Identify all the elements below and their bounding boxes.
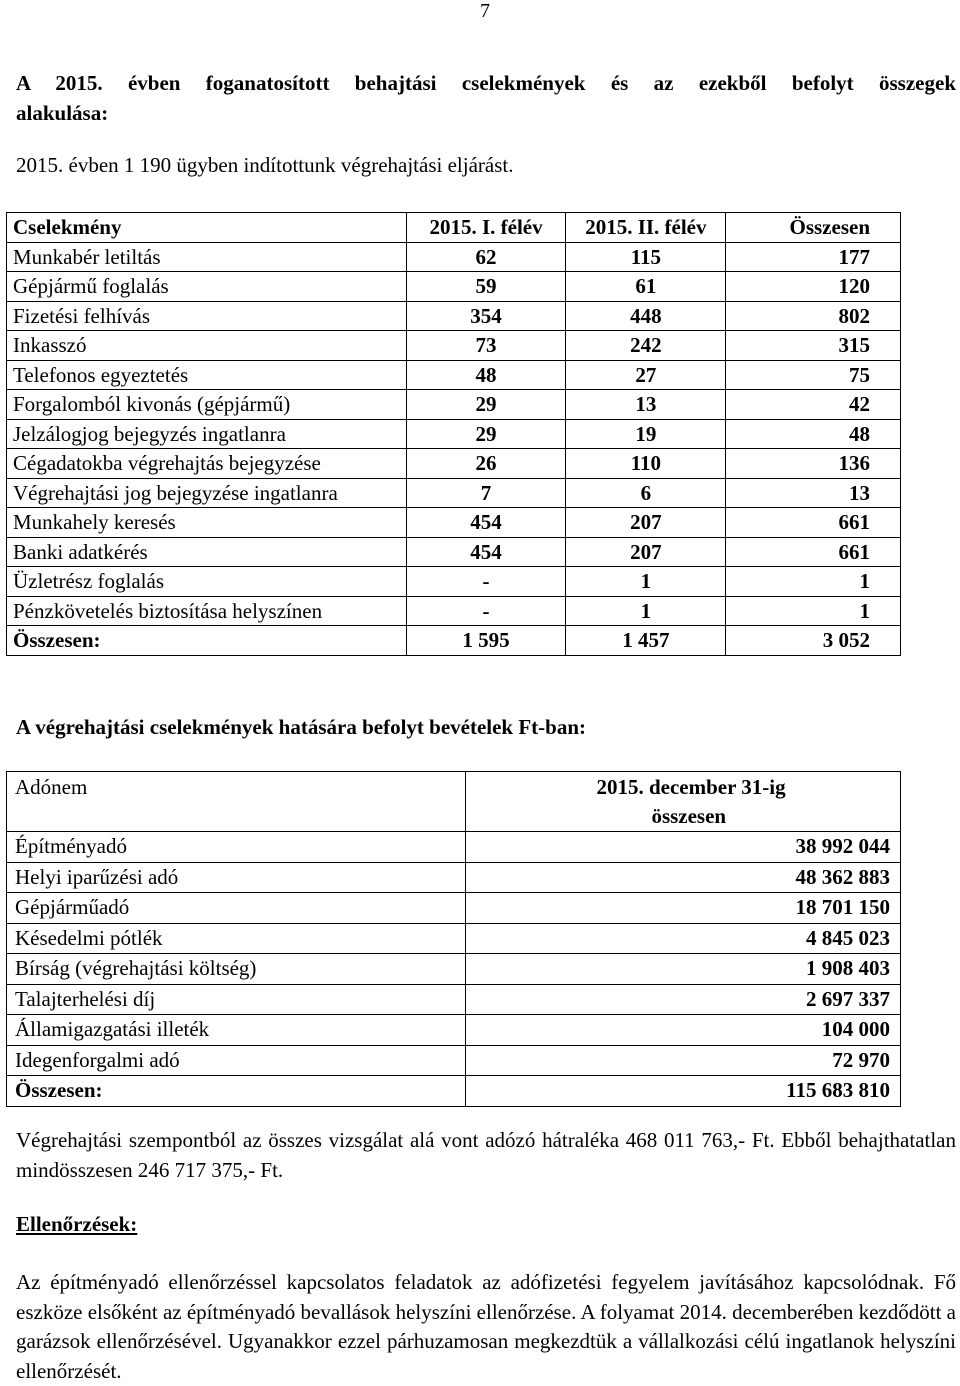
tax-amount-cell: 38 992 044: [466, 832, 901, 863]
action-value-cell: 1: [566, 567, 726, 597]
action-name-cell: Pénzkövetelés biztosítása helyszínen: [7, 596, 407, 626]
table-row: [7, 449, 901, 479]
action-value-cell: 6: [566, 478, 726, 508]
action-value-cell: 1: [726, 596, 901, 626]
total-value-cell: 3 052: [726, 626, 901, 656]
table-row: [7, 390, 901, 420]
revenue-header-row: [7, 772, 901, 832]
action-value-cell: 315: [726, 331, 901, 361]
section-heading: [16, 68, 956, 128]
action-value-cell: 115: [566, 242, 726, 272]
action-value-cell: 62: [406, 242, 566, 272]
intro-text: 2015. évben 1 190 ügyben indítottunk végrehajtási eljárást.: [16, 153, 514, 177]
action-value-cell: 354: [406, 301, 566, 331]
revenue-table-body: [7, 772, 901, 1107]
table-row: [7, 1045, 901, 1076]
table-row: [7, 360, 901, 390]
table-row: [7, 596, 901, 626]
action-value-cell: 42: [726, 390, 901, 420]
table-row: [7, 1015, 901, 1046]
action-value-cell: 120: [726, 272, 901, 302]
action-value-cell: 26: [406, 449, 566, 479]
revenue-header-label: Adónem: [7, 772, 466, 832]
tax-amount-cell: 4 845 023: [466, 923, 901, 954]
revenue-table: [6, 771, 901, 1107]
action-value-cell: 48: [406, 360, 566, 390]
table-row: [7, 537, 901, 567]
actions-header-cell: Összesen: [726, 213, 901, 243]
action-value-cell: 661: [726, 537, 901, 567]
action-value-cell: 7: [406, 478, 566, 508]
action-name-cell: Cégadatokba végrehajtás bejegyzése: [7, 449, 407, 479]
table-row: [7, 272, 901, 302]
revenue-total-row: [7, 1076, 901, 1107]
actions-header-cell: Cselekmény: [7, 213, 407, 243]
action-value-cell: 29: [406, 390, 566, 420]
total-value-cell: 1 595: [406, 626, 566, 656]
tax-amount-cell: 18 701 150: [466, 893, 901, 924]
action-value-cell: 75: [726, 360, 901, 390]
action-value-cell: 1: [566, 596, 726, 626]
page-number: 7: [480, 0, 490, 22]
action-name-cell: Fizetési felhívás: [7, 301, 407, 331]
actions-header-cell: 2015. I. félév: [406, 213, 566, 243]
revenue-total-label: Összesen:: [7, 1076, 466, 1107]
tax-amount-cell: 104 000: [466, 1015, 901, 1046]
action-value-cell: 13: [726, 478, 901, 508]
action-value-cell: 661: [726, 508, 901, 538]
checks-heading: Ellenőrzések:: [16, 1212, 138, 1236]
section-heading-line2: alakulása:: [16, 101, 109, 125]
revenue-title: A végrehajtási cselekmények hatására befolyt bevételek Ft-ban:: [16, 715, 587, 739]
action-value-cell: 19: [566, 419, 726, 449]
action-name-cell: Üzletrész foglalás: [7, 567, 407, 597]
action-name-cell: Végrehajtási jog bejegyzése ingatlanra: [7, 478, 407, 508]
tax-type-cell: Építményadó: [7, 832, 466, 863]
revenue-header-value: [466, 772, 901, 832]
action-value-cell: 1: [726, 567, 901, 597]
action-name-cell: Jelzálogjog bejegyzés ingatlanra: [7, 419, 407, 449]
actions-table: [6, 212, 901, 656]
tax-amount-cell: 72 970: [466, 1045, 901, 1076]
checks-paragraph: Az építményadó ellenőrzéssel kapcsolatos feladatok az adófizetési fegyelem javításához kapcsolódnak. Fő eszköze elsőként az építményadó bevallások helyszíni ellenőrzése. A folyamat 2014. decemberében kezdődött a garázsok ellenőrzésével. Ugyanakkor ezzel párhuzamosan megkezdtük a vállalkozási célú ingatlanok helyszíni ellenőrzését.: [16, 1270, 956, 1383]
action-value-cell: 454: [406, 508, 566, 538]
table-row: [7, 478, 901, 508]
action-value-cell: 136: [726, 449, 901, 479]
action-value-cell: 207: [566, 537, 726, 567]
tax-type-cell: Helyi iparűzési adó: [7, 862, 466, 893]
revenue-header-value-line2: összesen: [651, 804, 727, 828]
action-value-cell: 48: [726, 419, 901, 449]
table-row: [7, 508, 901, 538]
action-value-cell: 207: [566, 508, 726, 538]
table-row: [7, 331, 901, 361]
action-value-cell: 29: [406, 419, 566, 449]
action-name-cell: Gépjármű foglalás: [7, 272, 407, 302]
tax-type-cell: Gépjárműadó: [7, 893, 466, 924]
action-value-cell: 454: [406, 537, 566, 567]
tax-type-cell: Talajterhelési díj: [7, 984, 466, 1015]
tax-amount-cell: 1 908 403: [466, 954, 901, 985]
table-row: [7, 832, 901, 863]
table-row: [7, 984, 901, 1015]
action-value-cell: 177: [726, 242, 901, 272]
tax-amount-cell: 2 697 337: [466, 984, 901, 1015]
action-name-cell: Banki adatkérés: [7, 537, 407, 567]
action-name-cell: Forgalomból kivonás (gépjármű): [7, 390, 407, 420]
table-row: [7, 567, 901, 597]
tax-type-cell: Államigazgatási illeték: [7, 1015, 466, 1046]
action-value-cell: 242: [566, 331, 726, 361]
table-row: [7, 242, 901, 272]
tax-amount-cell: 48 362 883: [466, 862, 901, 893]
action-value-cell: -: [406, 567, 566, 597]
action-name-cell: Munkahely keresés: [7, 508, 407, 538]
actions-header-cell: 2015. II. félév: [566, 213, 726, 243]
actions-total-row: [7, 626, 901, 656]
actions-header-row: [7, 213, 901, 243]
actions-table-body: [7, 213, 901, 656]
tax-type-cell: Késedelmi pótlék: [7, 923, 466, 954]
action-value-cell: 73: [406, 331, 566, 361]
action-value-cell: 27: [566, 360, 726, 390]
action-name-cell: Telefonos egyeztetés: [7, 360, 407, 390]
action-value-cell: 59: [406, 272, 566, 302]
action-value-cell: 61: [566, 272, 726, 302]
total-label-cell: Összesen:: [7, 626, 407, 656]
table-row: [7, 301, 901, 331]
tax-type-cell: Idegenforgalmi adó: [7, 1045, 466, 1076]
action-value-cell: 13: [566, 390, 726, 420]
action-value-cell: -: [406, 596, 566, 626]
action-name-cell: Inkasszó: [7, 331, 407, 361]
table-row: [7, 893, 901, 924]
section-heading-line1: A 2015. évben foganatosított behajtási cselekmények és az ezekből befolyt összegek: [16, 71, 956, 95]
revenue-total-value: 115 683 810: [466, 1076, 901, 1107]
table-row: [7, 419, 901, 449]
action-value-cell: 802: [726, 301, 901, 331]
action-value-cell: 110: [566, 449, 726, 479]
action-value-cell: 448: [566, 301, 726, 331]
action-name-cell: Munkabér letiltás: [7, 242, 407, 272]
table-row: [7, 862, 901, 893]
revenue-header-value-line1: 2015. december 31-ig: [596, 775, 786, 799]
total-value-cell: 1 457: [566, 626, 726, 656]
table-row: [7, 954, 901, 985]
tax-type-cell: Bírság (végrehajtási költség): [7, 954, 466, 985]
arrears-paragraph: Végrehajtási szempontból az összes vizsgálat alá vont adózó hátraléka 468 011 763,- Ft. Ebből behajthatatlan mindösszesen 246 717 375,- Ft.: [16, 1128, 956, 1182]
table-row: [7, 923, 901, 954]
